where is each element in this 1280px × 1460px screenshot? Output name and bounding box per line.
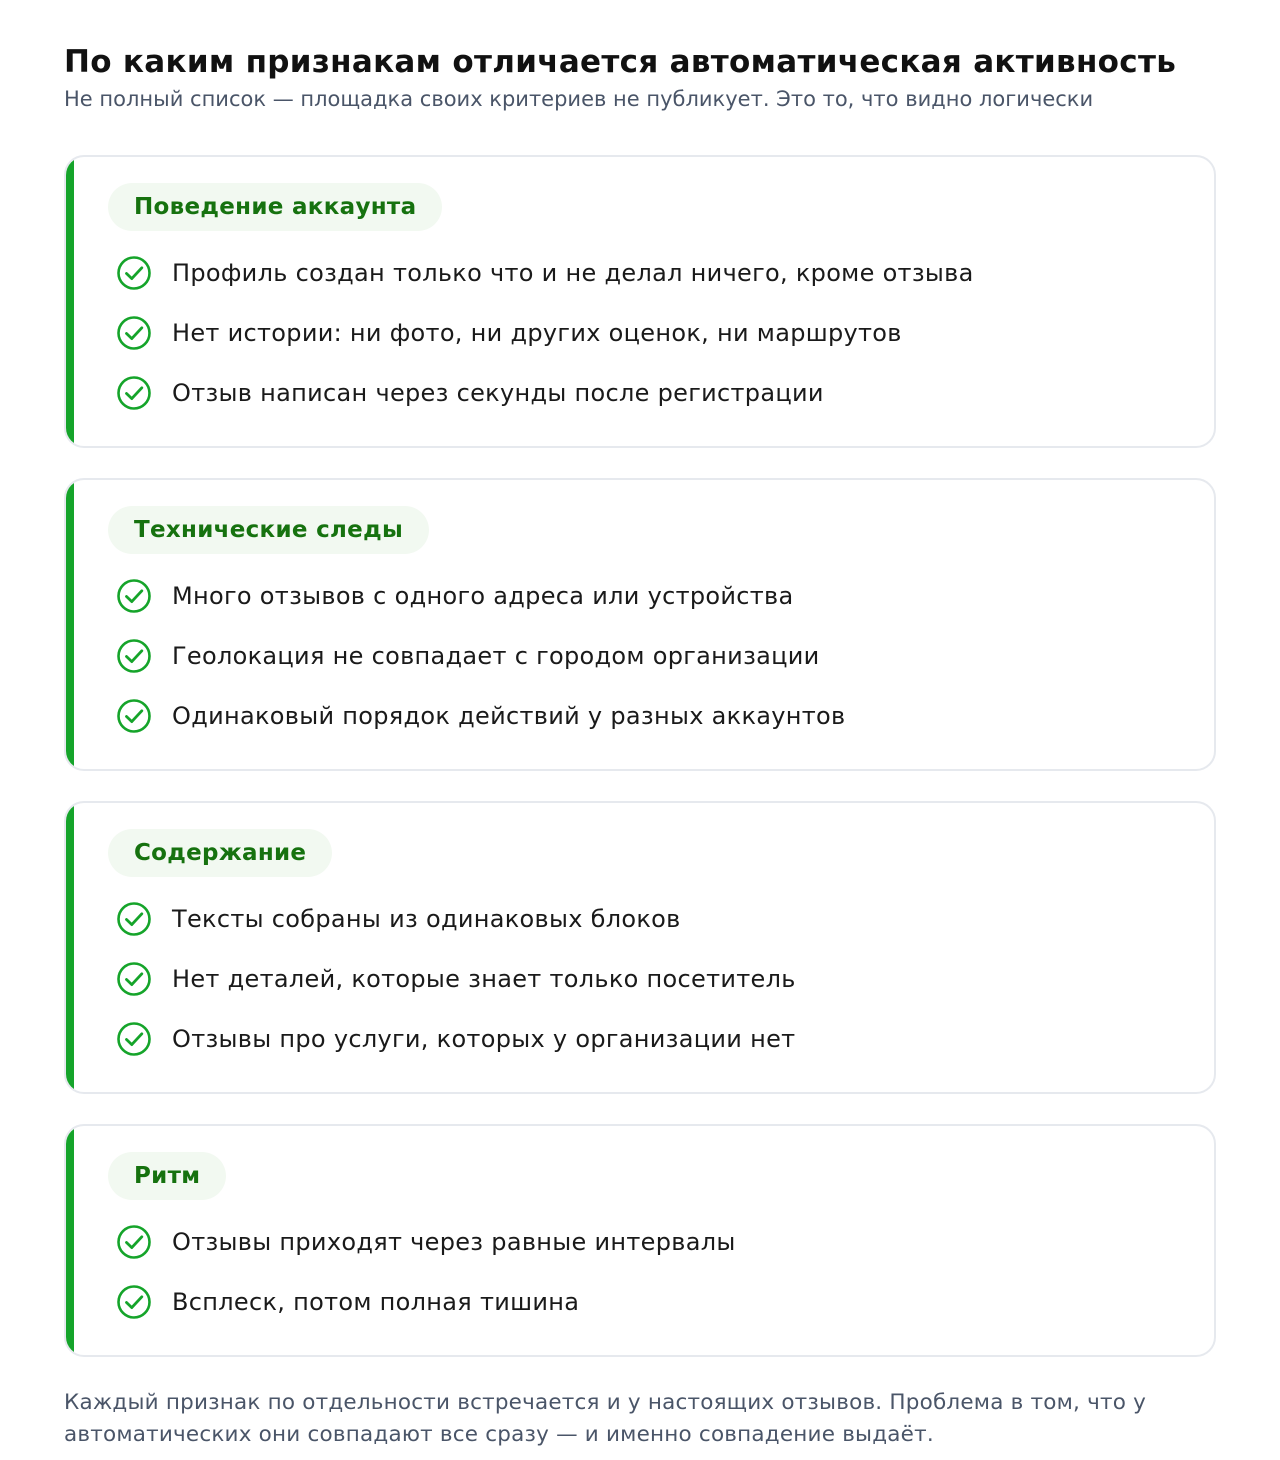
criteria-card [64,155,1216,448]
card-category-tag: Ритм [108,1152,226,1200]
check-circle-icon [116,1021,152,1057]
check-circle-icon [116,315,152,351]
check-circle-icon [116,375,152,411]
list-item-text: Отзыв написан через секунды после регистрации [172,379,824,407]
check-circle-icon [116,901,152,937]
list-item [108,626,1174,686]
criteria-list [108,243,1174,423]
check-circle-icon [116,1224,152,1260]
check-circle-icon [116,1284,152,1320]
check-circle-icon [116,578,152,614]
list-item [108,566,1174,626]
list-item [108,889,1174,949]
list-item [108,243,1174,303]
criteria-card [64,1124,1216,1357]
criteria-list [108,1212,1174,1332]
check-circle-icon [116,255,152,291]
list-item [108,686,1174,746]
list-item-text: Тексты собраны из одинаковых блоков [172,905,681,933]
list-item-text: Отзывы приходят через равные интервалы [172,1228,736,1256]
card-category-tag: Поведение аккаунта [108,183,442,231]
list-item-text: Одинаковый порядок действий у разных аккаунтов [172,702,846,730]
footnote: Каждый признак по отдельности встречается и у настоящих отзывов. Проблема в том, что у автоматических они совпадают все сразу — и именно совпадение выдаёт. [64,1390,1147,1447]
page-title: По каким признакам отличается автоматическая активность [64,44,1177,80]
list-item-text: Профиль создан только что и не делал ничего, кроме отзыва [172,259,974,287]
list-item-text: Всплеск, потом полная тишина [172,1288,580,1316]
list-item [108,303,1174,363]
criteria-cards [64,155,1216,1357]
list-item [108,1009,1174,1069]
list-item [108,1272,1174,1332]
page [64,40,1216,1451]
list-item [108,1212,1174,1272]
page-subtitle: Не полный список — площадка своих критериев не публикует. Это то, что видно логически [64,87,1094,111]
check-circle-icon [116,638,152,674]
list-item-text: Нет деталей, которые знает только посетитель [172,965,796,993]
criteria-list [108,566,1174,746]
list-item-text: Нет истории: ни фото, ни других оценок, ни маршрутов [172,319,902,347]
list-item-text: Много отзывов с одного адреса или устройства [172,582,794,610]
criteria-card [64,478,1216,771]
check-circle-icon [116,698,152,734]
list-item [108,363,1174,423]
card-category-tag: Технические следы [108,506,429,554]
list-item-text: Геолокация не совпадает с городом организации [172,642,820,670]
card-category-tag: Содержание [108,829,332,877]
check-circle-icon [116,961,152,997]
criteria-card [64,801,1216,1094]
list-item-text: Отзывы про услуги, которых у организации нет [172,1025,796,1053]
list-item [108,949,1174,1009]
criteria-list [108,889,1174,1069]
